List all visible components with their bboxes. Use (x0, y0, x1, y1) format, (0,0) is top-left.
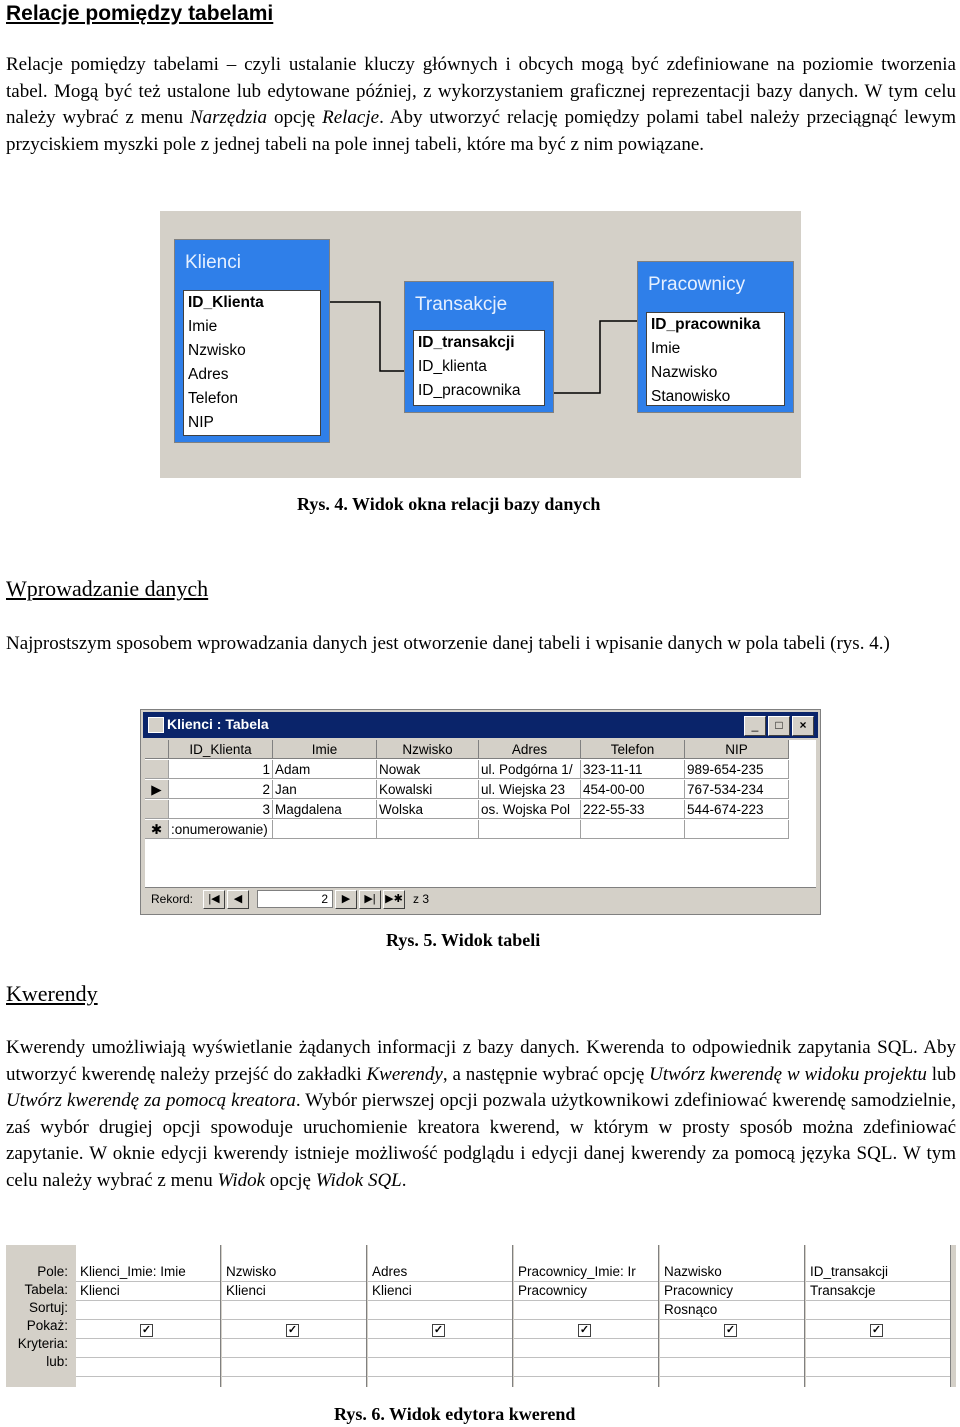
query-column (368, 1245, 513, 1387)
query-show-cell (514, 1320, 658, 1339)
query-column (660, 1245, 805, 1387)
relation-line-transakcje-pracownicy (550, 321, 638, 393)
query-or-cell[interactable] (514, 1358, 658, 1377)
query-or-cell[interactable] (806, 1358, 950, 1377)
table-cell[interactable] (479, 820, 581, 839)
query-criteria-cell[interactable] (222, 1339, 366, 1358)
show-checkbox[interactable]: ✓ (141, 1324, 152, 1336)
query-field-cell[interactable]: Nazwisko (660, 1263, 804, 1282)
query-row-label: Tabela: (24, 1282, 68, 1297)
para1-text-2: opcję (267, 107, 323, 128)
relation-field-list (646, 312, 785, 406)
show-checkbox[interactable]: ✓ (287, 1324, 298, 1336)
table-cell[interactable] (581, 820, 685, 839)
para3-italic-kreator: Utwórz kwerendę za pomocą kreatora (6, 1090, 296, 1111)
section-heading-relacje: Relacje pomiędzy tabelami (6, 2, 274, 25)
query-field-cell[interactable]: Klienci_Imie: Imie (76, 1263, 220, 1282)
table-cell[interactable]: 544-674-223 (685, 800, 789, 819)
table-cell[interactable]: 3 (169, 800, 273, 819)
figure-caption-6: Rys. 6. Widok edytora kwerend (334, 1404, 576, 1424)
figure-caption-5: Rys. 5. Widok tabeli (386, 930, 541, 950)
para3-text-2: , a następnie wybrać opcję (442, 1063, 650, 1085)
query-show-cell (222, 1320, 366, 1339)
relation-table-transakcje[interactable] (404, 281, 554, 413)
query-show-cell (368, 1320, 512, 1339)
row-selector[interactable] (145, 800, 169, 819)
para3-text-4: . Wybór pierwszej opcji pozwala użytkownikowi zdefiniować kwerendę samodzielnie, zaś wybór drugiej opcji spowoduje uruchomienie kreatora kwerend, w którym w prosty sposób można zdefiniować zapytanie. W oknie edycji kwerendy istnieje możliwość podglądu i edycji danej kwerendy za pomocą języka SQL. W tym celu należy wybrać z menu (6, 1090, 956, 1191)
next-record-button[interactable]: ▶ (335, 890, 357, 909)
relation-field[interactable]: ID_transakcji (418, 334, 515, 351)
column-header[interactable]: Telefon (581, 740, 685, 759)
query-criteria-cell[interactable] (368, 1339, 512, 1358)
query-table-cell[interactable]: Klienci (76, 1282, 220, 1301)
query-sort-cell[interactable] (76, 1301, 220, 1320)
para1-italic-relacje: Relacje (322, 107, 380, 128)
query-or-cell[interactable] (222, 1358, 366, 1377)
show-checkbox[interactable]: ✓ (579, 1324, 590, 1336)
para3-italic-widok: Widok (217, 1169, 266, 1191)
table-cell[interactable]: 323-11-11 (581, 760, 685, 779)
query-show-cell (76, 1320, 220, 1339)
para3-italic-widok-projektu: Utwórz kwerendę w widoku projektu (649, 1063, 927, 1085)
column-header[interactable]: Imie (273, 740, 377, 759)
relation-table-title: Transakcje (415, 294, 508, 315)
table-cell[interactable]: ul. Podgórna 1/ (479, 760, 581, 779)
first-record-button[interactable]: |◀ (203, 890, 225, 909)
section-heading-kwerendy: Kwerendy (6, 981, 98, 1006)
record-total: z 3 (413, 892, 430, 906)
record-number-input[interactable]: 2 (257, 890, 333, 908)
query-row-label: lub: (46, 1354, 68, 1369)
table-cell[interactable]: 989-654-235 (685, 760, 789, 779)
relation-field[interactable]: Telefon (188, 390, 238, 407)
query-field-cell[interactable]: Pracownicy_Imie: Ir (514, 1263, 658, 1282)
table-cell[interactable] (273, 820, 377, 839)
table-cell[interactable]: Magdalena (273, 800, 377, 819)
row-selector[interactable]: ▶ (145, 780, 169, 799)
table-cell[interactable]: ul. Wiejska 23 (479, 780, 581, 799)
query-or-cell[interactable] (660, 1358, 804, 1377)
table-cell[interactable]: 1 (169, 760, 273, 779)
query-criteria-cell[interactable] (660, 1339, 804, 1358)
table-cell[interactable]: Wolska (377, 800, 479, 819)
close-button[interactable]: × (792, 716, 814, 736)
relation-field[interactable]: Imie (651, 340, 681, 357)
grid-corner (145, 740, 169, 759)
table-window (140, 709, 821, 915)
window-title: Klienci : Tabela (167, 716, 269, 732)
table-icon (148, 717, 164, 733)
table-cell[interactable]: os. Wojska Pol (479, 800, 581, 819)
query-column (806, 1245, 951, 1387)
para1-text-1: Relacje pomiędzy tabelami – czyli ustalanie kluczy głównych i obcych mogą być zdefiniowane na poziomie tworzenia tabel. Mogą być też ustalone lub edytowane później, z wykorzystaniem graficznej reprezentacji bazy danych. W tym celu należy wybrać z menu (6, 54, 956, 128)
column-header[interactable]: Adres (479, 740, 581, 759)
query-field-cell[interactable]: Nzwisko (222, 1263, 366, 1282)
query-table-cell[interactable]: Pracownicy (514, 1282, 658, 1301)
record-label: Rekord: (151, 892, 194, 906)
relation-field[interactable]: Adres (188, 366, 229, 383)
show-checkbox[interactable]: ✓ (433, 1324, 444, 1336)
paragraph-relacje (6, 52, 956, 158)
new-record-button[interactable]: ▶✱ (383, 890, 405, 909)
table-cell[interactable] (685, 820, 789, 839)
table-cell[interactable]: Kowalski (377, 780, 479, 799)
query-field-cell[interactable]: Adres (368, 1263, 512, 1282)
para3-text-1: Kwerendy umożliwiają wyświetlanie żądanych informacji z bazy danych. Kwerenda to odpowiednik zapytania SQL. Aby utworzyć kwerendę należy przejść do zakładki (6, 1037, 956, 1085)
table-cell[interactable] (377, 820, 479, 839)
query-criteria-cell[interactable] (806, 1339, 950, 1358)
relation-field[interactable]: Imie (188, 318, 218, 335)
para3-text-5: opcję (265, 1169, 316, 1191)
query-column (222, 1245, 367, 1387)
query-row-label: Kryteria: (17, 1336, 68, 1351)
query-row-label: Sortuj: (28, 1300, 68, 1315)
relation-line-klienci-transakcje (328, 302, 410, 371)
figure-caption-4: Rys. 4. Widok okna relacji bazy danych (297, 494, 601, 514)
para3-text-6: . (401, 1169, 407, 1191)
table-cell[interactable]: Adam (273, 760, 377, 779)
query-row-label: Pokaż: (26, 1318, 68, 1333)
relation-field-list (183, 290, 321, 436)
query-table-cell[interactable]: Klienci (368, 1282, 512, 1301)
window-titlebar (143, 712, 818, 738)
query-field-cell[interactable]: ID_transakcji (806, 1263, 950, 1282)
relation-table-klienci[interactable] (174, 239, 330, 443)
query-column (514, 1245, 659, 1387)
relations-diagram (160, 211, 801, 478)
show-checkbox[interactable]: ✓ (725, 1324, 736, 1336)
minimize-button[interactable]: _ (744, 716, 766, 736)
para3-italic-kwerendy: Kwerendy (366, 1063, 443, 1085)
query-criteria-cell[interactable] (514, 1339, 658, 1358)
query-table-cell[interactable]: Transakcje (806, 1282, 950, 1301)
relation-table-title: Pracownicy (648, 274, 746, 295)
paragraph-kwerendy (6, 1035, 956, 1194)
table-cell[interactable]: 454-00-00 (581, 780, 685, 799)
para1-italic-narzedzia: Narzędzia (189, 107, 268, 128)
relation-table-title: Klienci (185, 252, 241, 273)
query-table-cell[interactable]: Pracownicy (660, 1282, 804, 1301)
query-sort-cell[interactable] (368, 1301, 512, 1320)
table-cell[interactable]: 222-55-33 (581, 800, 685, 819)
row-selector[interactable] (145, 760, 169, 779)
query-show-cell (806, 1320, 950, 1339)
previous-record-button[interactable]: ◀ (227, 890, 249, 909)
relation-field[interactable]: Nazwisko (651, 364, 718, 381)
relation-field[interactable]: Stanowisko (651, 388, 731, 405)
query-design-grid (6, 1245, 956, 1387)
show-checkbox[interactable]: ✓ (871, 1324, 882, 1336)
column-header[interactable]: ID_Klienta (169, 740, 273, 759)
query-sort-cell[interactable] (514, 1301, 658, 1320)
relation-field[interactable]: Nzwisko (188, 342, 246, 359)
para3-italic-widok-sql: Widok SQL (315, 1169, 402, 1191)
query-sort-cell[interactable] (222, 1301, 366, 1320)
column-header[interactable]: NIP (685, 740, 789, 759)
table-cell[interactable]: 2 (169, 780, 273, 799)
query-criteria-cell[interactable] (76, 1339, 220, 1358)
relation-field[interactable]: ID_pracownika (651, 316, 761, 333)
relation-field-list (413, 330, 545, 406)
table-cell[interactable]: Jan (273, 780, 377, 799)
query-column (76, 1245, 221, 1387)
paragraph-wprowadzanie: Najprostszym sposobem wprowadzania danych jest otworzenie danej tabeli i wpisanie danych w pola tabeli (rys. 4.) (6, 633, 890, 654)
query-show-cell (660, 1320, 804, 1339)
relation-table-pracownicy[interactable] (637, 261, 794, 413)
query-sort-cell[interactable] (806, 1301, 950, 1320)
para1-text-3: . Aby utworzyć relację pomiędzy polami tabel należy przeciągnąć lewym przyciskiem myszki pole z jednej tabeli na pole innej tabeli, które ma być z nim powiązane. (6, 107, 956, 155)
relation-field[interactable]: ID_pracownika (418, 382, 521, 399)
query-row-label: Pole: (37, 1264, 68, 1279)
column-header[interactable]: Nzwisko (377, 740, 479, 759)
table-cell[interactable]: 767-534-234 (685, 780, 789, 799)
query-sort-cell[interactable]: Rosnąco (660, 1301, 804, 1320)
section-heading-wprowadzanie: Wprowadzanie danych (6, 576, 209, 601)
maximize-button[interactable]: □ (768, 716, 790, 736)
query-or-cell[interactable] (76, 1358, 220, 1377)
datasheet-grid (145, 740, 816, 890)
table-cell[interactable]: Nowak (377, 760, 479, 779)
table-cell[interactable]: :onumerowanie) (169, 820, 273, 839)
record-navigator (145, 887, 816, 910)
query-table-cell[interactable]: Klienci (222, 1282, 366, 1301)
new-row-selector[interactable]: ✱ (145, 820, 169, 839)
relation-field[interactable]: ID_Klienta (188, 294, 264, 311)
relation-field[interactable]: ID_klienta (418, 358, 487, 375)
query-or-cell[interactable] (368, 1358, 512, 1377)
relation-field[interactable]: NIP (188, 414, 214, 431)
last-record-button[interactable]: ▶| (359, 890, 381, 909)
para3-text-3: lub (926, 1063, 957, 1085)
